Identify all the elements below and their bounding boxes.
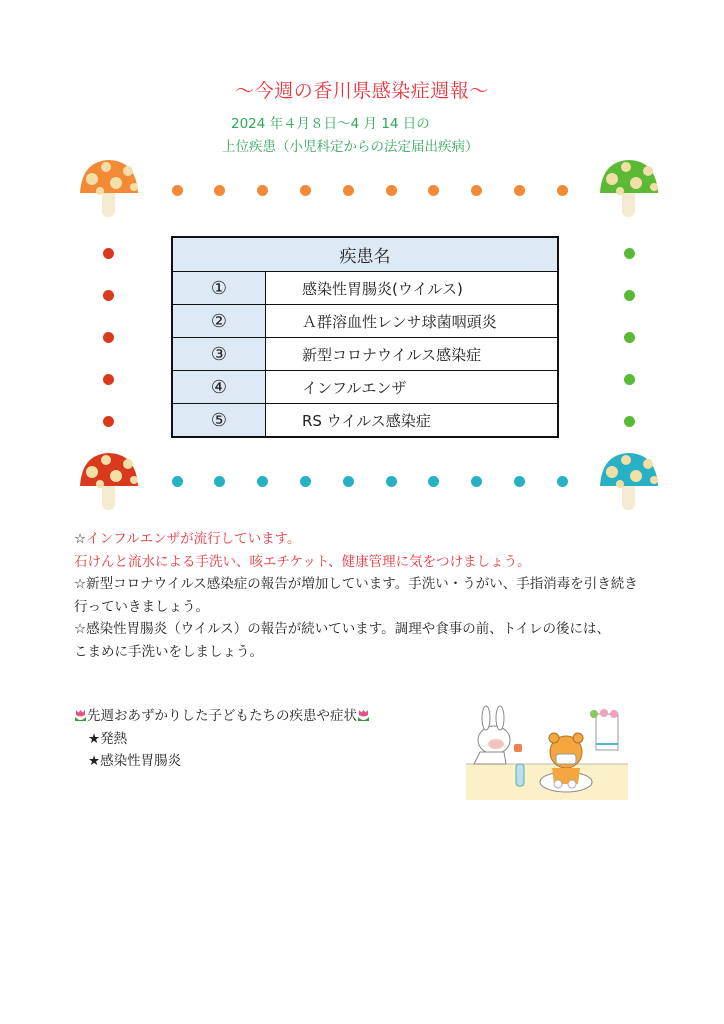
symptom-item: ★発熱 xyxy=(88,730,128,747)
mushroom-green-icon xyxy=(598,157,660,219)
border-dot xyxy=(103,416,114,427)
rank: ① xyxy=(172,272,266,305)
border-dot xyxy=(172,476,183,487)
border-dot xyxy=(257,476,268,487)
symptom-item: ★感染性胃腸炎 xyxy=(88,753,182,769)
disease-name: Ａ群溶血性レンサ球菌咽頭炎 xyxy=(266,305,559,338)
tulip-icon xyxy=(74,709,87,722)
note-covid: ☆新型コロナウイルス感染症の報告が増加しています。手洗い・うがい、手指消毒を引き続き xyxy=(74,576,638,592)
disease-table xyxy=(171,236,559,438)
border-dot xyxy=(343,185,354,196)
star-icon: ☆ xyxy=(74,531,87,547)
note-prevention: 石けんと流水による手洗い、咳エチケット、健康管理に気をつけましょう。 xyxy=(74,553,531,570)
rank: ③ xyxy=(172,338,266,371)
border-dot xyxy=(214,185,225,196)
report-period: 2024 年４月８日～4 月 14 日の xyxy=(231,116,430,132)
report-subtitle: 上位疾患（小児科定からの法定届出疾病） xyxy=(222,139,479,155)
mushroom-orange-icon xyxy=(78,157,140,219)
page-title: ～今週の香川県感染症週報～ xyxy=(235,80,489,102)
table-row xyxy=(172,305,558,338)
rank: ⑤ xyxy=(172,404,266,438)
disease-name: RS ウイルス感染症 xyxy=(266,404,559,438)
border-dot xyxy=(103,332,114,343)
note-gastro: ☆感染性胃腸炎（ウイルス）の報告が続いています。調理や食事の前、トイレの後には、 xyxy=(74,621,611,637)
disease-name: 新型コロナウイルス感染症 xyxy=(266,338,559,371)
border-dot xyxy=(257,185,268,196)
border-dot xyxy=(103,374,114,385)
last-week-heading: 先週おあずかりした子どもたちの疾患や症状 xyxy=(87,708,357,724)
table-row xyxy=(172,338,558,371)
border-dot xyxy=(471,185,482,196)
border-dot xyxy=(300,476,311,487)
border-dot xyxy=(624,248,635,259)
border-dot xyxy=(300,185,311,196)
mushroom-red-icon xyxy=(78,450,140,512)
border-dot xyxy=(624,332,635,343)
table-header: 疾患名 xyxy=(172,237,558,272)
border-dot xyxy=(214,476,225,487)
border-dot xyxy=(624,416,635,427)
border-dot xyxy=(428,476,439,487)
border-dot xyxy=(343,476,354,487)
border-dot xyxy=(172,185,183,196)
border-dot xyxy=(514,476,525,487)
border-dot xyxy=(514,185,525,196)
disease-name: インフルエンザ xyxy=(266,371,559,404)
disease-name: 感染性胃腸炎(ウイルス) xyxy=(266,272,559,305)
rank: ② xyxy=(172,305,266,338)
table-row xyxy=(172,404,558,438)
notes xyxy=(74,528,704,663)
last-week-section xyxy=(74,705,370,773)
border-dot xyxy=(386,185,397,196)
note-gastro-cont: こまめに手洗いをしましょう。 xyxy=(74,643,263,660)
border-dot xyxy=(386,476,397,487)
handwashing-illustration xyxy=(466,704,628,800)
mushroom-blue-icon xyxy=(598,450,660,512)
table-row xyxy=(172,371,558,404)
rank: ④ xyxy=(172,371,266,404)
border-dot xyxy=(103,290,114,301)
border-dot xyxy=(428,185,439,196)
note-covid-cont: 行っていきましょう。 xyxy=(74,598,209,615)
border-dot xyxy=(624,290,635,301)
table-row xyxy=(172,272,558,305)
border-dot xyxy=(471,476,482,487)
border-dot xyxy=(557,185,568,196)
border-dot xyxy=(103,248,114,259)
border-dot xyxy=(557,476,568,487)
note-influenza: インフルエンザが流行しています。 xyxy=(86,531,301,547)
tulip-icon xyxy=(357,709,370,722)
border-dot xyxy=(624,374,635,385)
